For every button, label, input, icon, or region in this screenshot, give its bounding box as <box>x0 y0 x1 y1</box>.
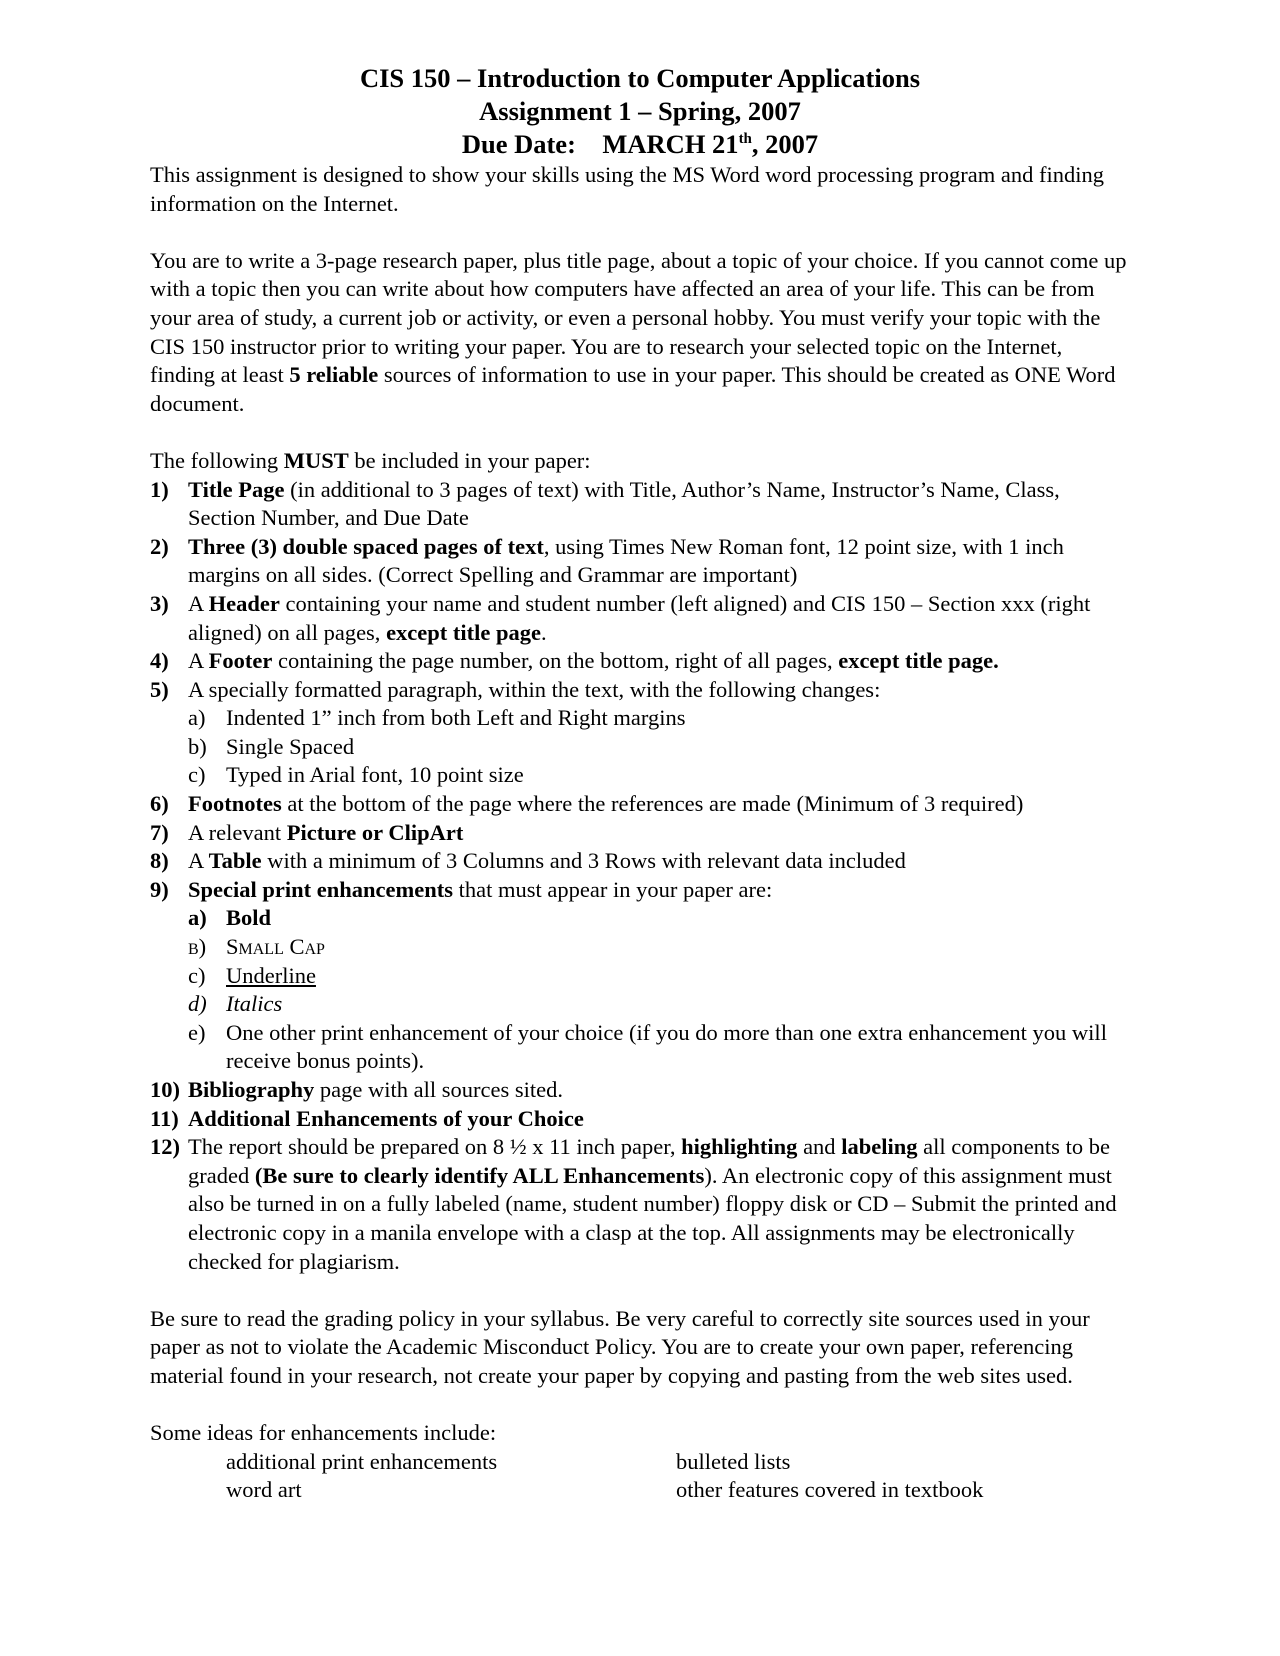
list-item: 3) A Header containing your name and student number (left aligned) and CIS 150 – Section xxx (right aligned) on all pages, except title page. <box>150 590 1091 645</box>
due-date-label: Due Date: <box>461 129 576 159</box>
requirements-list <box>150 476 1130 1277</box>
title-block <box>0 62 1280 161</box>
sub-list-item: b) Single Spaced <box>188 733 355 759</box>
list-item: 10) Bibliography page with all sources sited. <box>150 1077 563 1102</box>
closing-paragraph: Be sure to read the grading policy in your syllabus. Be very careful to correctly site sources used in your paper as not to violate the Academic Misconduct Policy. You are to create your own paper, referencing material found in your research, not create your paper by copying and pasting from the web sites used. <box>150 1305 1090 1388</box>
sub-list-item: a) Bold <box>188 905 272 931</box>
sub-list-item: b) Small Cap <box>188 934 325 960</box>
idea-item: other features covered in textbook <box>676 1477 984 1503</box>
ideas-intro: Some ideas for enhancements include: <box>150 1420 497 1446</box>
due-date <box>0 128 1280 161</box>
list-item: 6) Footnotes at the bottom of the page where the references are made (Minimum of 3 required) <box>150 791 1024 817</box>
idea-item: bulleted lists <box>676 1448 791 1474</box>
due-date-sup: th <box>738 131 752 148</box>
list-item: 8) A Table with a minimum of 3 Columns and 3 Rows with relevant data included <box>150 848 906 874</box>
research-paragraph: You are to write a 3-page research paper, plus title page, about a topic of your choice. If you cannot come up with a topic then you can write about how computers have affected an area of your life. This can be from your area of study, a current job or activity, or even a personal hobby. You must verify your topic with the CIS 150 instructor prior to writing your paper. You are to research your selected topic on the Internet, finding at least 5 reliable sources of information to use in your paper. This should be created as ONE Word document. <box>150 247 1127 416</box>
idea-item: additional print enhancements <box>226 1448 498 1474</box>
ideas-grid <box>150 1448 1130 1505</box>
list-item: 2) Three (3) double spaced pages of text, using Times New Roman font, 12 point size, with 1 inch margins on all sides. (Correct Spelling and Grammar are important) <box>150 533 1064 588</box>
course-title: CIS 150 – Introduction to Computer Applications <box>359 63 921 93</box>
sub-list-item: c) Typed in Arial font, 10 point size <box>188 762 524 788</box>
due-date-year: , 2007 <box>751 129 819 159</box>
document-page <box>150 62 1130 1505</box>
list-item: 5) A specially formatted paragraph, within the text, with the following changes: <box>150 676 881 702</box>
list-item: 12) The report should be prepared on 8 ½ x 11 inch paper, highlighting and labeling all components to be graded (Be sure to clearly identify ALL Enhancements). An electronic copy of this assignment must also be turned in on a fully labeled (name, student number) floppy disk or CD – Submit the printed and electronic copy in a manila envelope with a clasp at the top. All assignments may be electronically checked for plagiarism. <box>150 1134 1117 1274</box>
intro-paragraph: This assignment is designed to show your skills using the MS Word word processing program and finding information on the Internet. <box>150 162 1104 216</box>
sub-list-item: a) Indented 1” inch from both Left and Right margins <box>188 705 686 731</box>
sub-list-item: d) Italics <box>188 991 283 1017</box>
sub-list-item: c) Underline <box>188 962 316 988</box>
list-item: 9) Special print enhancements that must appear in your paper are: <box>150 876 773 902</box>
list-item: 1) Title Page (in additional to 3 pages of text) with Title, Author’s Name, Instructor’s Name, Class, Section Number, and Due Date <box>150 476 1060 531</box>
list-item: 11) Additional Enhancements of your Choice <box>150 1105 584 1131</box>
sub-list-item: e) One other print enhancement of your choice (if you do more than one extra enhancement you will receive bonus points). <box>188 1019 1107 1074</box>
list-item: 7) A relevant Picture or ClipArt <box>150 819 464 845</box>
idea-item: word art <box>226 1477 302 1503</box>
assignment-title: Assignment 1 – Spring, 2007 <box>479 96 801 126</box>
list-item: 4) A Footer containing the page number, on the bottom, right of all pages, except title page. <box>150 648 999 674</box>
list-intro: The following MUST be included in your paper: <box>150 447 591 473</box>
due-date-month: MARCH 21 <box>602 129 739 159</box>
